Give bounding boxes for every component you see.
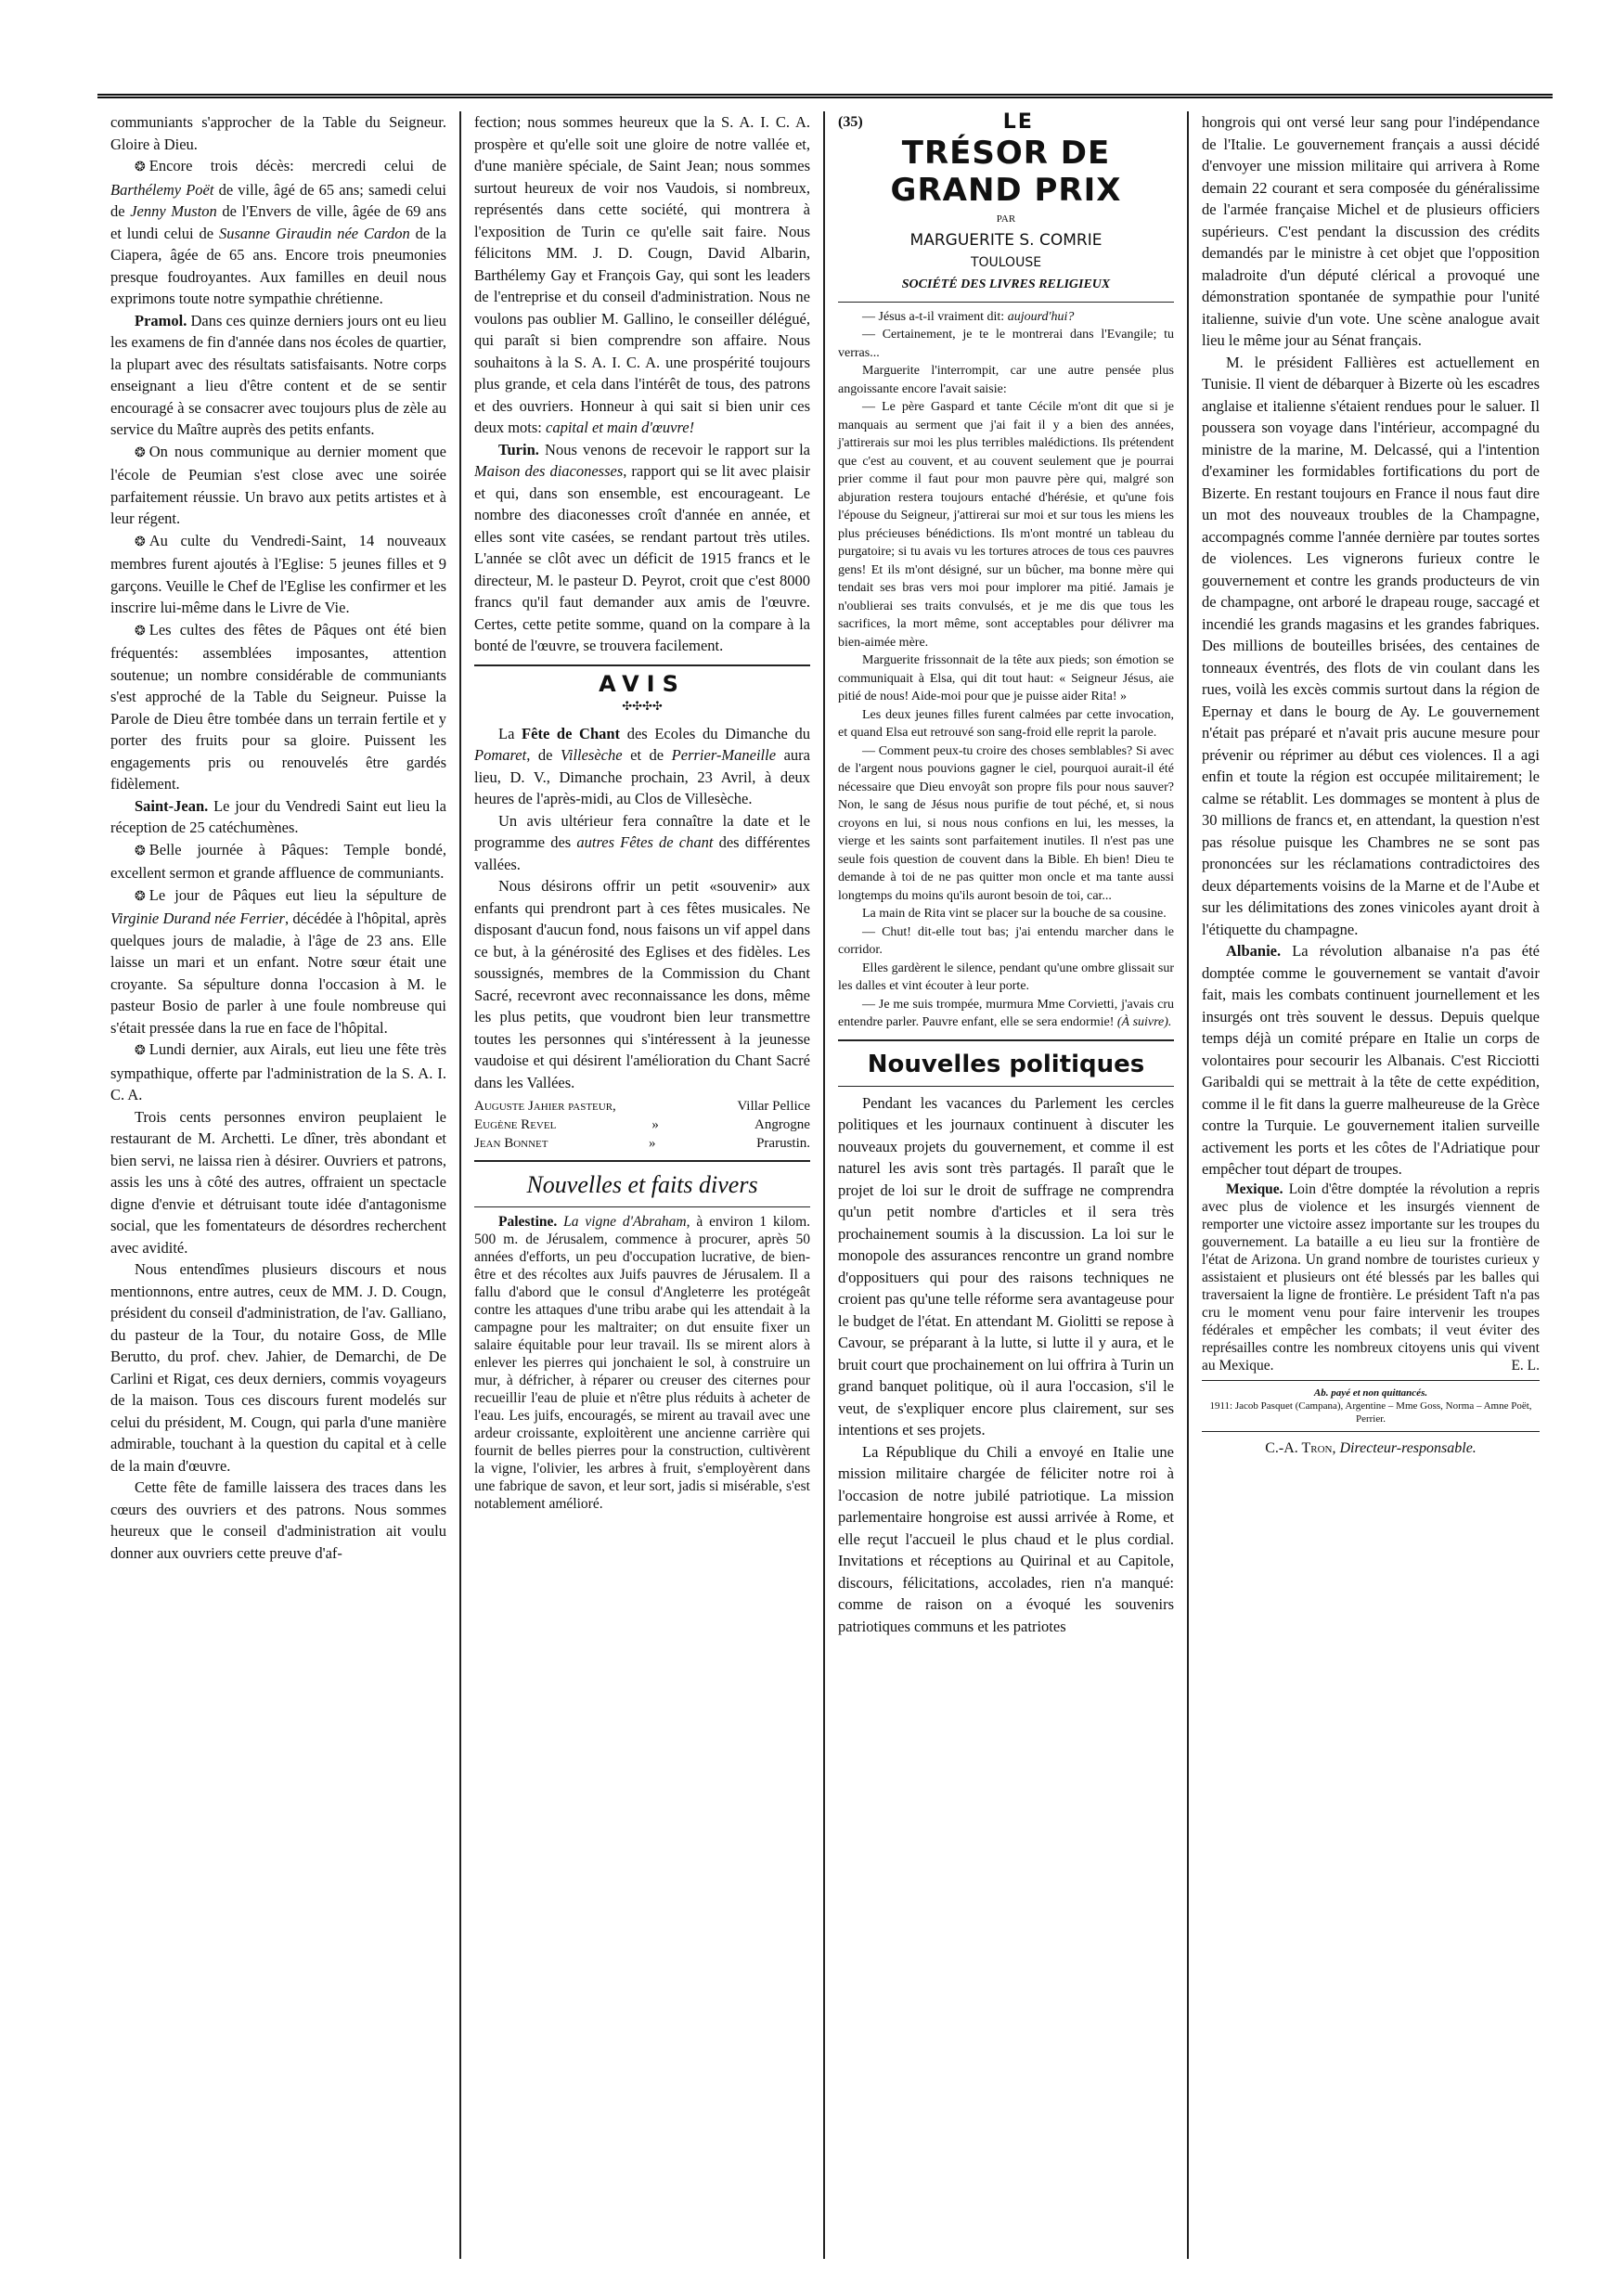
place-heading: Pramol. [135,311,187,329]
paragraph: — Comment peux-tu croire des choses semblables? Si avec de l'argent nous pouvions gagner le ciel, pourquoi aurait-il été nécessaire que Dieu envoyât son propre fils pour nous sauver? Non, le sang de Jésus nous purifie de tout péché, et, si nous croyons en lui, si nous nous confions en lui, les messes, la vierge et les saints sont parfaitement inutiles. Il n'est pas une seule fois question de couvent dans la Bible. Eh bien! Dieu te demande à toi de ne pas quitter mon oncle et ma tante aussi longtemps du moins qu'ils auront besoin de toi, car... [838,743,1174,903]
paragraph: ❂ On nous communique au dernier moment que l'école de Peumian s'est close avec une soirée parfaitement réussie. Un bravo aux petits artistes et à leur régent. [110,442,446,527]
paragraph: Cette fête de famille laissera des traces dans les cœurs des ouvriers et des patrons. Nous sommes heureux que le conseil d'administration ait voulu donner aux ouvriers cette preuve d'af- [110,1478,446,1562]
section-title: Nouvelles et faits divers [526,1171,758,1198]
paragraph: Palestine. La vigne d'Abraham, à environ 1 kilom. 500 m. de Jérusalem, commence à procurer, après 50 années d'efforts, un peu d'occupation lucrative, de bien-être et des récoltes aux Juifs pauvres de Jérusalem. Il a fallu d'abord que le consul d'Angleterre les protégeât contre les attaques d'une tribu arabe qui les attendait à la campagne pour les maltraiter; on dut ensuite fixer un salaire équitable pour leur travail. Ils se mirent alors à enlever les pierres qui jonchaient le sol, à construire un mur, à défricher, à réparer ou creuser des citernes pour recueillir l'eau de pluie et n'être plus réduits à acheter de l'eau. Les juifs, encouragés, se mirent au travail avec une ardeur croissante, exploitèrent une ancienne carrière qui fournit de belles pierres pour la construction, cultivèrent la vigne, l'olivier, les arbres à fruit, s'employèrent dans une fabrique de savon, et leur sort, jadis si misérable, s'est notablement amélioré. [474,1214,810,1512]
place-heading: Saint-Jean. [135,796,209,815]
divider [474,664,810,666]
column-4 [1189,111,1553,2259]
serial-body [838,308,1174,1032]
paragraph: — Le père Gaspard et tante Cécile m'ont dit que si je manquais au serment que j'ai fait il y a bien des années, j'attirerais sur moi les plus terribles malédictions. Ils prétendent que c'est au couvent, et au couvent seulement que je pourrai prier comme il faut pour mon pauvre père qui, malgré son abjuration restera toujours entaché d'hérésie, et qu'une fois l'épouse du Seigneur, j'attirerai sur moi et sur tous les miens les plus précieuses bénédictions. Ils m'ont montré un tableau du purgatoire; si tu avais vu les tortures atroces de tous ces pauvres gens! Et ils m'ont désigné, sur un bûcher, ma bonne mère qui tendait ses bras vers moi pour implorer ma pitié. Jamais je n'oublierai ses traits convulsés, et je me dis que tous les sacrifices, la mort même, sont acceptables pour délivrer ma bien-aimée mère. [838,400,1174,650]
signatures [474,1097,810,1153]
paragraph: ❂ Lundi dernier, aux Airals, eut lieu une fête très sympathique, offerte par l'administration de la S. A. I. C. A. [110,1040,446,1103]
serial-title: TRÉSOR DE GRAND PRIX [890,134,1122,209]
bullet-icon: ❂ [135,534,146,549]
paragraph: Elles gardèrent le silence, pendant qu'une ombre glissait sur les dalles et vint écouter à leur porte. [838,961,1174,993]
divider [838,302,1174,303]
paragraph: Marguerite frissonnait de la tête aux pieds; son émotion se communiquait à Elsa, qui dit tout haut: « Seigneur Jésus, aie pitié de nous! Aide-moi pour que je puisse aider Rita! » [838,653,1174,703]
ornament-icon: ✣✣✣✣ [622,699,663,713]
signature-row: Auguste Jahier pasteur, Villar Pellice [474,1099,810,1114]
section-title: Nouvelles politiques [867,1050,1145,1078]
subscriptions-note [1202,1387,1540,1425]
divider [1202,1380,1540,1381]
paragraph: — Je me suis trompée, murmura Mme Corvietti, j'avais cru entendre parler. Pauvre enfant, elle se sera endormie! (À suivre). [838,997,1174,1029]
serial-city: TOULOUSE [970,254,1042,270]
serial-par: PAR [996,213,1016,225]
divider [474,1160,810,1162]
paragraph: hongrois qui ont versé leur sang pour l'indépendance de l'Italie. Le gouvernement français a aussi décidé d'envoyer une mission militaire qui arrivera à Rome demain 22 courant et sera composée du généralissime de l'armée française Michel et de plusieurs officiers supérieurs. C'est pendant la discussion des crédits demandés par le ministre à cet objet que l'opposition maladroite d'un député clérical a provoqué une démonstration spontanée de sympathie pour l'unité italienne, suivie d'un vote. Une scène analogue avait lieu le même jour au Sénat français. [1202,113,1540,349]
avis-heading: AVIS [599,670,686,697]
paragraph: La Fête de Chant des Ecoles du Dimanche du Pomaret, de Villesèche et de Perrier-Maneille aura lieu, D. V., Dimanche prochain, 23 Avril, à deux heures de l'après-midi, au Clos de Villesèche. [474,724,811,807]
paragraph: La main de Rita vint se placer sur la bouche de sa cousine. [862,907,1167,921]
paragraph: fection; nous sommes heureux que la S. A. I. C. A. prospère et qu'elle soit une gloire de notre vallée et, d'une manière spéciale, de Saint Jean; nous sommes surtout heureux de voir nos Vaudois, si nombreux, représentés dans cette société, qui montrera à l'exposition de Turin ce qu'elle sait faire. Nous félicitons MM. J. D. Cougn, David Albarin, Barthélemy Gay et François Gay, qui sont les leaders de l'entreprise et du conseil d'administration. Nous ne voulons pas oublier M. Gallino, le conseiller délégué, qui paraît si bien comprendre son affaire. Nous souhaitons à la S. A. I. C. A. une prospérité toujours plus grande, et cela dans l'intérêt de tous, des patrons et des ouvriers. Honneur à qui sait si bien unir ces deux mots: capital et main d'œuvre! [474,113,810,436]
serial-author: MARGUERITE S. COMRIE [909,231,1103,250]
paragraph: Marguerite l'interrompit, car une autre pensée plus angoissante encore l'avait saisie: [838,364,1174,396]
serial-number: (35) [838,114,863,130]
paragraph: Saint-Jean. Le jour du Vendredi Saint eut lieu la réception de 25 catéchumènes. [110,796,446,836]
paragraph: Nous désirons offrir un petit «souvenir» aux enfants qui prendront part à ces fêtes musicales. Ne disposant d'aucun fond, nous faisons un vif appel dans ce but, à la générosité des Eglises et des fidèles. Les soussignés, membres de la Commission du Chant Sacré, recevront avec reconnaissance les dons, même les plus petits, que voudront bien leur transmettre toutes les personnes qui s'intéressent à la jeunesse vaudoise et qui désirent l'amélioration du Chant Sacré dans les Vallées. [474,877,810,1091]
column-3 [825,111,1189,2259]
bullet-icon: ❂ [135,843,146,858]
paragraph: Mexique. Loin d'être domptée la révolution a repris avec plus de violence et les insurgés viennent de remporter une victoire assez importante sur les troupes du gouvernement. La bataille a eu lieu sur la frontière de l'état de Arizona. Un grand nombre de touristes curieux y assistaient et plusieurs ont été blessés par les balles qui traversaient la ligne de frontière. Le président Taft n'a pas cru le moment venu pour faire intervenir les troupes fédérales et empêcher les combats; il veut éviter des représailles contre les nombreux citoyens unis qui vivent au Mexique. E. L. [1202,1180,1540,1374]
paragraph: Turin. Nous venons de recevoir le rapport sur la Maison des diaconesses, rapport qui se lit avec plaisir et qui, dans son ensemble, est encourageant. Le nombre des diaconesses croît d'année en année, et elles sont vite casées, se rendant partout très utiles. L'année se clôt avec un déficit de 1915 francs et le directeur, M. le pasteur D. Peyrot, croit que c'est 8000 francs qu'il faut demander aux amis de l'œuvre. Certes, cette petite somme, quand on la compare à la bonté de l'œuvre, se trouvera facilement. [474,440,810,654]
paragraph: Trois cents personnes environ peuplaient le restaurant de M. Archetti. Le dîner, très abondant et bien servi, ne laissa rien à désirer. Ouvriers et patrons, assis les uns à côté des autres, offraient un spectacle digne d'envie et détruisant toute idée d'antagonisme social, que les fomentateurs de désordres recherchent avec avidité. [110,1107,446,1257]
paragraph: Pendant les vacances du Parlement les cercles politiques et les journaux continuent à discuter les nouveaux projets du gouvernement, et comme il est naturel les avis sont très partagés. Il paraît que le projet de loi sur le droit de suffrage ne comprendra qu'un petit nombre d'articles et il sera très prochainement soumis à la discussion. La loi sur le monopole des assurances rencontre un grand nombre d'opposituers qui pour des raisons techniques ne croient pas qu'une telle réforme sera avantageuse pour le budget de l'état. En attendant M. Giolitti se repose à Cavour, se préparant à la lutte, si lutte il y aura, et le bruit court que prochainement on lui offrira à Turin un grand banquet politique, où il aura l'occasion, s'il le veut, de s'expliquer encore plus clairement, sur ses intentions et ses projets. [838,1093,1174,1438]
bullet-icon: ❂ [135,1043,146,1058]
serial-article: LE [1002,111,1034,134]
paragraph: La République du Chili a envoyé en Italie une mission militaire chargée de féliciter notre roi à l'occasion de notre jubilé patriotique. La mission parlementaire hongroise est aussi arrivée à Rome, et elle reçut l'accueil le plus chaud et le plus cordial. Invitations et réceptions au Quirinal et au Capitole, discours, félicitations, accolades, rien n'a manqué: comme de raison on a évoqué les souvenirs patriotiques communs et les patriotes [838,1442,1174,1635]
paragraph: Nous entendîmes plusieurs discours et nous mentionnons, entre autres, ceux de MM. J. D. Cougn, président du conseil d'administration, de l'av. Galliano, du pasteur de la Tour, du notaire Goss, de Mlle Berutto, du prof. chev. Jahier, de Demarchi, de De Carlini et Rigat, ces deux derniers, commis voyageurs de la maison. Tous ces discours furent modelés sur celui du président, M. Cougn, qui parla d'une manière admirable, touchant à la question du capital et à celle de la main d'œuvre. [110,1260,446,1475]
signature-row: Jean Bonnet » Prarustin. [474,1136,810,1151]
paragraph: ❂ Le jour de Pâques eut lieu la sépulture de Virginie Durand née Ferrier, décédée à l'hôpital, après quelques jours de maladie, à l'âge de 23 ans. Elle laisse un mari et un enfant. Notre sœur était une croyante. Sa sépulture donna l'occasion à M. le pasteur Bosio de parler à une foule nombreuse qui s'était pressée dans la rue en face de l'hôpital. [110,885,447,1037]
place-heading: Mexique. [1226,1180,1283,1197]
paragraph: ❂ Belle journée à Pâques: Temple bondé, excellent sermon et grande affluence de communiants. [110,840,446,882]
paragraph: — Jésus a-t-il vraiment dit: aujourd'hui? [862,309,1075,324]
divider [838,1086,1174,1087]
paragraph: Pramol. Dans ces quinze derniers jours ont eu lieu les examens de fin d'année dans nos écoles de quartier, la plupart avec des résultats satisfaisants. Notre corps enseignant a lieu d'être content et de se sentir encouragé à se consacrer avec toujours plus de zèle au service du Maître auprès des petits enfants. [110,311,446,438]
bullet-icon: ❂ [135,623,146,638]
paragraph: ❂ Au culte du Vendredi-Saint, 14 nouveaux membres furent ajoutés à l'Eglise: 5 jeunes filles et 9 garçons. Veuille le Chef de l'Eglise les confirmer et les inscrire lui-même dans le Livre de Vie. [110,531,446,616]
bullet-icon: ❂ [135,888,146,904]
divider [838,1039,1174,1041]
columns [97,111,1553,2259]
paragraph: Les deux jeunes filles furent calmées par cette invocation, et quand Elsa eut retrouvé son sang-froid elle reprit la parole. [838,707,1174,740]
paragraph: ❂ Les cultes des fêtes de Pâques ont été bien fréquentés: assemblées imposantes, attention soutenue; un nombre considérable de communiants s'est approché de la Table du Seigneur. Puisse la Parole de Dieu être tombée dans un terrain fertile et y porter des fruits pour sa gloire. Puissent les engagements pris ou renouvelés être gardés fidèlement. [110,620,446,793]
serial-header [838,111,1174,296]
paragraph: — Certainement, je te le montrerai dans l'Evangile; tu verras... [838,328,1174,360]
top-double-rule [97,94,1553,98]
place-heading: Turin. [498,440,539,458]
divider [474,1206,810,1207]
bullet-icon: ❂ [135,160,146,174]
paragraph: Un avis ultérieur fera connaître la date et le programme des autres Fêtes de chant des différentes vallées. [474,811,810,873]
divider [1202,1431,1540,1432]
paragraph: M. le président Fallières est actuellement en Tunisie. Il vient de débarquer à Bizerte où les escadres anglaise et italienne s'étaient rendues pour le saluer. Il poussera son voyage dans l'intérieur, accompagné du ministre de la marine, M. Delcassé, qui a l'intention d'examiner les formidables fortifications du port de Bizerte. En restant toujours en France il nous faut dire un mot des nouveaux troubles de la Champagne, accompagnés comme l'année dernière par toutes sortes de violences. Les vignerons furieux contre le gouvernement et contre les grands producteurs de vin de champagne, ont arboré le drapeau rouge, saccagé et incendié les grands magasins et les grandes fabriques. Des millions de bouteilles brisées, des centaines de tonneaux éventrés, des flots de vin coulant dans les rues, voilà les excès commis surtout dans la région de Epernay et dans le bourg de Ay. Le gouvernement n'était pas préparé et n'avait pris aucune mesure pour prévenir ou réprimer au début ces violences. Il a agi enfin et toute la région est occupée militairement; le calme se rétablit. Les dommages se montent à plus de 30 millions de francs et, en attendant, la question n'est pas résolue puisque les Chambres ne se sont pas prononcées sur les réclamations contradictoires des deux départements voisins de la Marne et de l'Aube et sur les délimitations des zones vinicoles ayant droit à l'étiquette du champagne. [1202,353,1540,938]
paragraph: communiants s'approcher de la Table du Seigneur. Gloire à Dieu. [110,113,446,153]
column-1 [97,111,461,2259]
serial-society: SOCIÉTÉ DES LIVRES RELIGIEUX [901,277,1111,291]
subscriptions-text: 1911: Jacob Pasquet (Campana), Argentine – Mme Goss, Norma – Amne Poët, Perrier. [1209,1400,1532,1425]
place-heading: Palestine. [498,1214,558,1230]
author-initials: E. L. [1511,1357,1540,1374]
signature-row: Eugène Revel » Angrogne [474,1117,810,1132]
paragraph: Albanie. La révolution albanaise n'a pas été domptée comme le gouvernement se vantait d'avoir fait, mais les combats continuent journellement et les insurgés ont très souvent le dessus. Depuis quelque temps déjà un comité prépare en Italie un corps de volontaires pour secourir les Albanais. C'est Ricciotti Garibaldi qui se mettrait à la tête de cette expédition, comme il le fit dans la guerre malheureuse de la Grèce contre la Turquie. Le gouvernement italien surveille activement les ports et les côtes de l'Adriatique pour empêcher tout départ de troupes. [1202,942,1540,1178]
place-heading: Albanie. [1226,942,1282,960]
paragraph: — Chut! dit-elle tout bas; j'ai entendu marcher dans le corridor. [838,924,1174,957]
paragraph: ❂ Encore trois décès: mercredi celui de Barthélemy Poët de ville, âgé de 65 ans; samedi celui de Jenny Muston de l'Envers de ville, âgée de 69 ans et lundi celui de Susanne Giraudin née Cardon de la Ciapera, âgée de 65 ans. Encore trois pneumonies presque foudroyantes. Aux familles en deuil nous exprimons toute notre sympathie chrétienne. [110,157,447,307]
column-2 [461,111,825,2259]
subscriptions-title: Ab. payé et non quittancés. [1313,1387,1428,1399]
editor-line: C.-A. Tron, Directeur-responsable. [1265,1439,1477,1456]
bullet-icon: ❂ [135,445,146,460]
